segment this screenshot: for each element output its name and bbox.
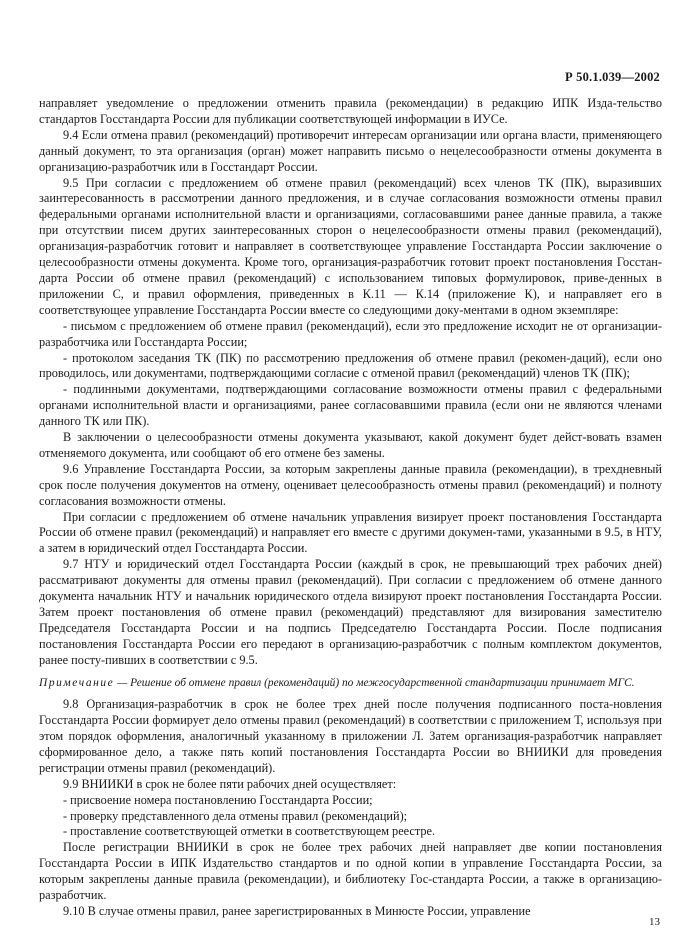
list-item: - присвоение номера постановлению Госстандарта России; — [63, 792, 373, 807]
paragraph-9-5: 9.5 При согласии с предложением об отмене правил (рекомендаций) всех членов ТК (ПК), выразивших заинтересованность в рассмотрении данного предложения, и в случае согласования возможности отмены правил федеральными органами исполнительной власти и организациями, согласовавшими ранее данные правила, а также при отсутствии писем других заинтересованных сторон о нецелесообразности отмены правил (рекомендаций), организация-разработчик готовит и направляет в соответствующее управление Госстандарта России заключение о целесообразности отмены документа. Кроме того, организация-разработчик готовит проект постановления Госстан-дарта России об отмене правил (рекомендаций) с использованием типовых формулировок, приве-денных в приложении С, и правил оформления, приведенных в К.11 — К.14 (приложение К), и направляет его в соответствующее управление Госстандарта России вместе со следующими доку-ментами в одном экземпляре: — [39, 175, 662, 317]
paragraph-9-8: 9.8 Организация-разработчик в срок не более трех дней после получения подписанного поста-новления Госстандарта России формирует дело отмены правил (рекомендаций) в соответствии с приложением Т, используя при этом порядок оформления, аналогичный указанному в приложении Л. Затем организация-разработчик направляет сформированное дело, а также пять копий постановления Госстандарта России во ВНИИКИ для проведения регистрации отмены правил (рекомендаций). — [39, 697, 662, 775]
paragraph-9-9: 9.9 ВНИИКИ в срок не более пяти рабочих дней осуществляет: — [63, 776, 397, 791]
paragraph-conclusion: В заключении о целесообразности отмены документа указывают, какой документ будет дейст-вовать взамен отменяемого документа, или сообщают об его отмене без замены. — [39, 430, 662, 460]
paragraph-9-10: 9.10 В случае отмены правил, ранее зарегистрированных в Минюсте России, управление — [63, 904, 531, 918]
list-item: - проверку представленного дела отмены правил (рекомендаций); — [63, 808, 408, 823]
paragraph-continuation: направляет уведомление о предложении отменить правила (рекомендации) в редакцию ИПК Изда-тельство стандартов Госстандарта России для публикации соответствующей информации в ИУСе. — [39, 96, 662, 126]
list-item: - протоколом заседания ТК (ПК) по рассмотрению предложения об отмене правил (рекомен-даций), если оно проводилось, или документами, подтверждающими согласие с отменой правил (рекомендаций) членов ТК (ПК); — [39, 350, 662, 381]
note-lead: Примечание — [39, 676, 115, 689]
paragraph-approval: При согласии с предложением об отмене начальник управления визирует проект постановления Госстандарта России об отмене правил (рекомендаций) и направляет его вместе с другими докумен-тами, указанными в 9.5, в НТУ, а затем в юридический отдел Госстандарта России. — [39, 509, 662, 556]
paragraph-9-6: 9.6 Управление Госстандарта России, за которым закреплены данные правила (рекомендации), в трехдневный срок после получения документов на отмену, оценивает целесообразность отмены правил (рекомендаций) и полноту согласования возможности отмены. — [39, 461, 662, 508]
page-number: 13 — [649, 916, 660, 928]
paragraph-9-7: 9.7 НТУ и юридический отдел Госстандарта России (каждый в срок, не превышающий трех рабочих дней) рассматривают документы для отмены правил (рекомендаций). При согласии с предложением об отмене данного документа начальник НТУ и начальник юридического отдела визируют проект постановления Госстандарта России. Затем проект постановления об отмене правил (рекомендаций) представляют для визирования заместителю Председателя Госстандарта России и на подпись Председателю Госстандарта России. После подписания постановления Госстандарта России его передают в организацию-разработчик с полным комплектом документов, ранее посту-пивших в соответствии с 9.5. — [39, 557, 662, 667]
note-text: — Решение об отмене правил (рекомендаций) по межгосударственной стандартизации принимает МГС. — [114, 676, 635, 689]
document-code: Р 50.1.039—2002 — [564, 70, 660, 84]
list-item: - подлинными документами, подтверждающими согласование возможности отмены правил с федеральными органами исполнительной власти и организациями, ранее согласовавшими правила (если они не являются членами данного ТК или ПК). — [39, 382, 662, 429]
paragraph-9-4: 9.4 Если отмена правил (рекомендаций) противоречит интересам организации или органа власти, применяющего данный документ, то эта организация (орган) может направить письмо о нецелесообразности отмены документа в организацию-разработчик или в Госстандарт России. — [39, 127, 662, 174]
list-item: - проставление соответствующей отметки в соответствующем реестре. — [63, 824, 436, 839]
document-body — [39, 96, 662, 920]
list-item: - письмом с предложением об отмене правил (рекомендаций), если это предложение исходит не от организации-разработчика или Госстандарта России; — [39, 318, 662, 349]
note — [39, 676, 662, 691]
paragraph-after-registration: После регистрации ВНИИКИ в срок не более трех рабочих дней направляет две копии постановления Госстандарта России в ИПК Издательство стандартов и по одной копии в управление Госстандарта России, за которым закреплены данные правила (рекомендации), и библиотеку Гос-стандарта России, а также в организацию-разработчик. — [39, 840, 662, 903]
